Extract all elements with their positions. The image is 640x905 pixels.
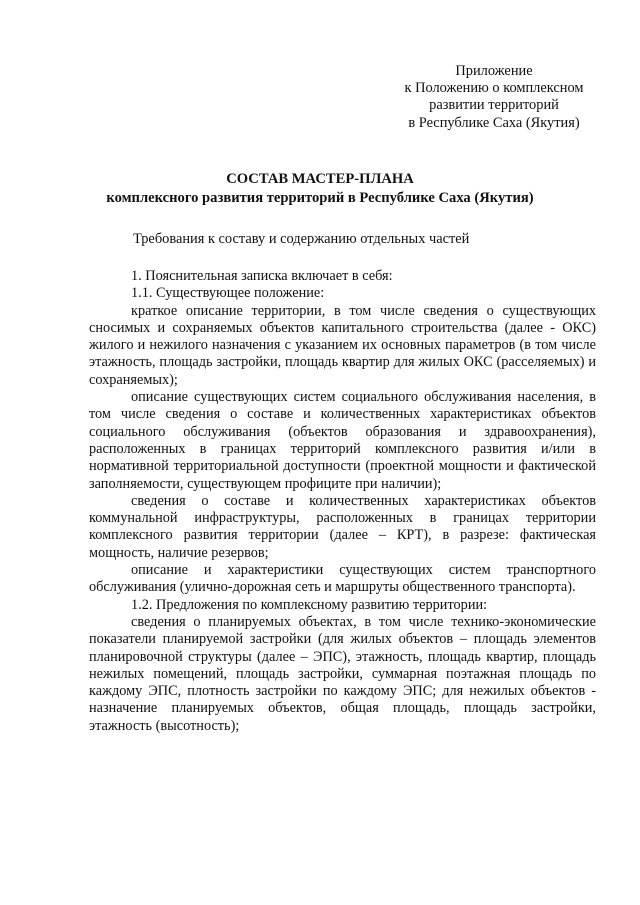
section-heading-1-1: 1.1. Существующее положение: [131, 285, 325, 302]
appendix-line-4: в Республике Саха (Якутия) [408, 114, 580, 131]
section-heading-1-2: 1.2. Предложения по комплексному развитию территории: [131, 596, 488, 613]
section-heading-1: 1. Пояснительная записка включает в себя: [131, 268, 393, 284]
paragraph-planned: сведения о планируемых объектах, в том числе технико-экономические показатели планируемой застройки (для жилых объектов – площадь элементов планировочной структуры (далее – ЭПС), этажность, площадь квартир, площадь нежилых помещений, площадь застройки, суммарная поэтажная площадь по каждому ЭПС, плотность застройки по каждому ЭПС; для нежилых объектов - назначение планируемых объектов, общая площадь, площадь застройки, этажность (высотность); [89, 613, 596, 734]
paragraph-utilities: сведения о составе и количественных характеристиках объектов коммунальной инфраструктуры, расположенных в границах территории комплексного развития территории (далее – КРТ), в разрезе: фактическая мощность, наличие резервов; [89, 492, 596, 561]
document-subtitle: комплексного развития территорий в Республике Саха (Якутия) [106, 190, 534, 206]
document-body [89, 268, 596, 735]
requirements-heading: Требования к составу и содержанию отдельных частей [133, 231, 470, 247]
paragraph-social: описание существующих систем социального обслуживания населения, в том числе сведения о составе и количественных характеристиках объектов социального обслуживания (объектов образования и здравоохранения), расположенных в границах территорий комплексного развития и/или в нормативной территориальной доступности (проектной мощности и фактической заполняемости, существующем профиците при наличии); [89, 389, 596, 492]
paragraph-territory: краткое описание территории, в том числе сведения о существующих сносимых и сохраняемых объектов капитального строительства (далее - ОКС) жилого и нежилого назначения с указанием их основных параметров (в том числе этажность, площадь застройки, площадь квартир для жилых ОКС (расселяемых) и сохраняемых); [89, 302, 596, 388]
appendix-note [383, 63, 605, 132]
document-title: СОСТАВ МАСТЕР-ПЛАНА [226, 171, 414, 187]
paragraph-transport: описание и характеристики существующих систем транспортного обслуживания (улично-дорожная сеть и маршруты общественного транспорта). [89, 562, 596, 596]
appendix-line-1: Приложение [455, 63, 533, 79]
appendix-line-3: развитии территорий [429, 97, 559, 114]
appendix-line-2: к Положению о комплексном [404, 80, 584, 97]
